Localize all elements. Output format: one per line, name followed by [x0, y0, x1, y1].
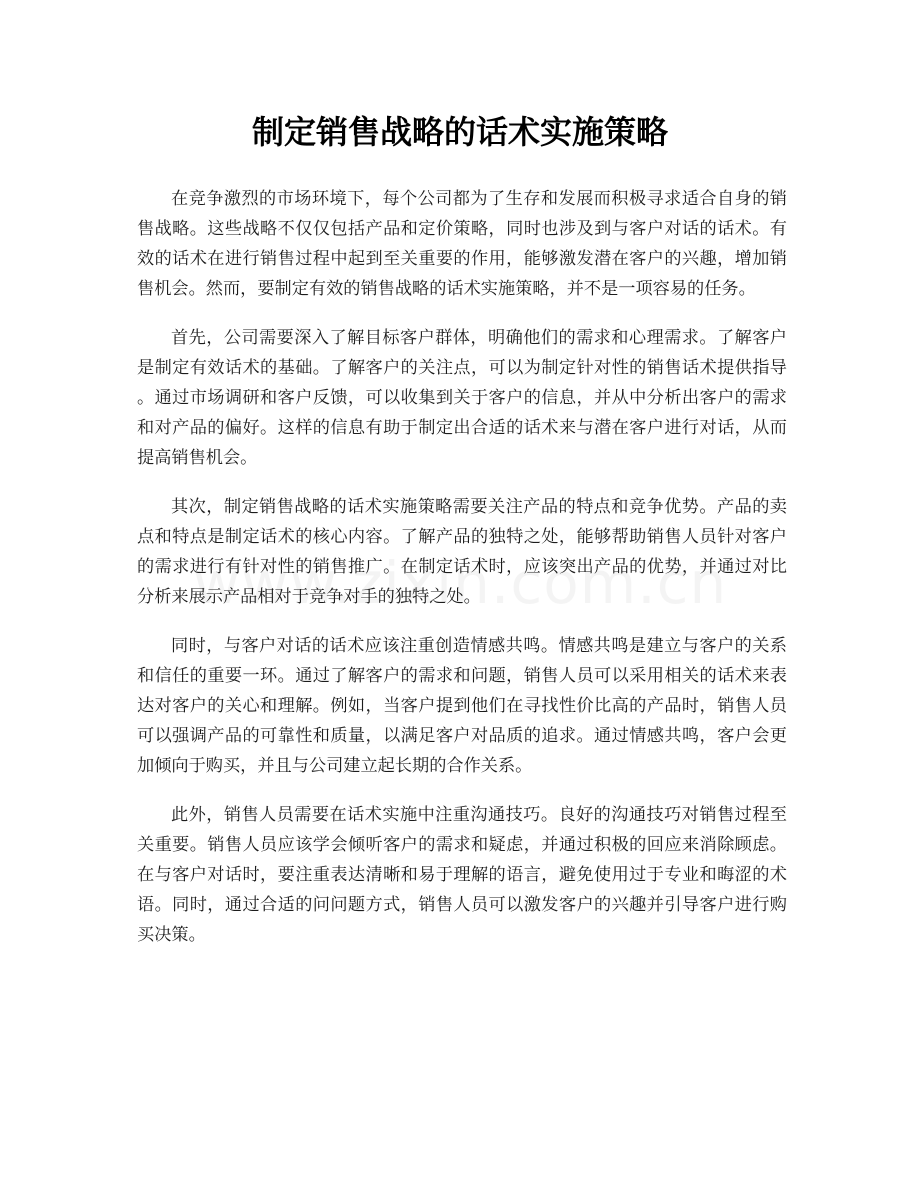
paragraph-2: 首先，公司需要深入了解目标客户群体，明确他们的需求和心理需求。了解客户是制定有效话术的基础。了解客户的关注点，可以为制定针对性的销售话术提供指导。通过市场调研和客户反馈，可以收集到关于客户的信息，并从中分析出客户的需求和对产品的偏好。这样的信息有助于制定出合适的话术来与潜在客户进行对话，从而提高销售机会。 — [137, 328, 787, 468]
paragraph-1: 在竞争激烈的市场环境下，每个公司都为了生存和发展而积极寻求适合自身的销售战略。这些战略不仅仅包括产品和定价策略，同时也涉及到与客户对话的话术。有效的话术在进行销售过程中起到至关重要的作用，能够激发潜在客户的兴趣，增加销售机会。然而，要制定有效的销售战略的话术实施策略，并不是一项容易的任务。 — [137, 189, 787, 299]
document-title: 制定销售战略的话术实施策略 — [251, 113, 668, 151]
paragraph-5: 此外，销售人员需要在话术实施中注重沟通技巧。良好的沟通技巧对销售过程至关重要。销售人员应该学会倾听客户的需求和疑虑，并通过积极的回应来消除顾虑。在与客户对话时，要注重表达清晰和易于理解的语言，避免使用过于专业和晦涩的术语。同时，通过合适的问问题方式，销售人员可以激发客户的兴趣并引导客户进行购买决策。 — [137, 805, 787, 945]
document-body — [137, 184, 787, 969]
paragraph-3: 其次，制定销售战略的话术实施策略需要关注产品的特点和竞争优势。产品的卖点和特点是制定话术的核心内容。了解产品的独特之处，能够帮助销售人员针对客户的需求进行有针对性的销售推广。在制定话术时，应该突出产品的优势，并通过对比分析来展示产品相对于竞争对手的独特之处。 — [137, 497, 787, 607]
paragraph-4: 同时，与客户对话的话术应该注重创造情感共鸣。情感共鸣是建立与客户的关系和信任的重要一环。通过了解客户的需求和问题，销售人员可以采用相关的话术来表达对客户的关心和理解。例如，当客户提到他们在寻找性价比高的产品时，销售人员可以强调产品的可靠性和质量，以满足客户对品质的追求。通过情感共鸣，客户会更加倾向于购买，并且与公司建立起长期的合作关系。 — [137, 636, 787, 776]
